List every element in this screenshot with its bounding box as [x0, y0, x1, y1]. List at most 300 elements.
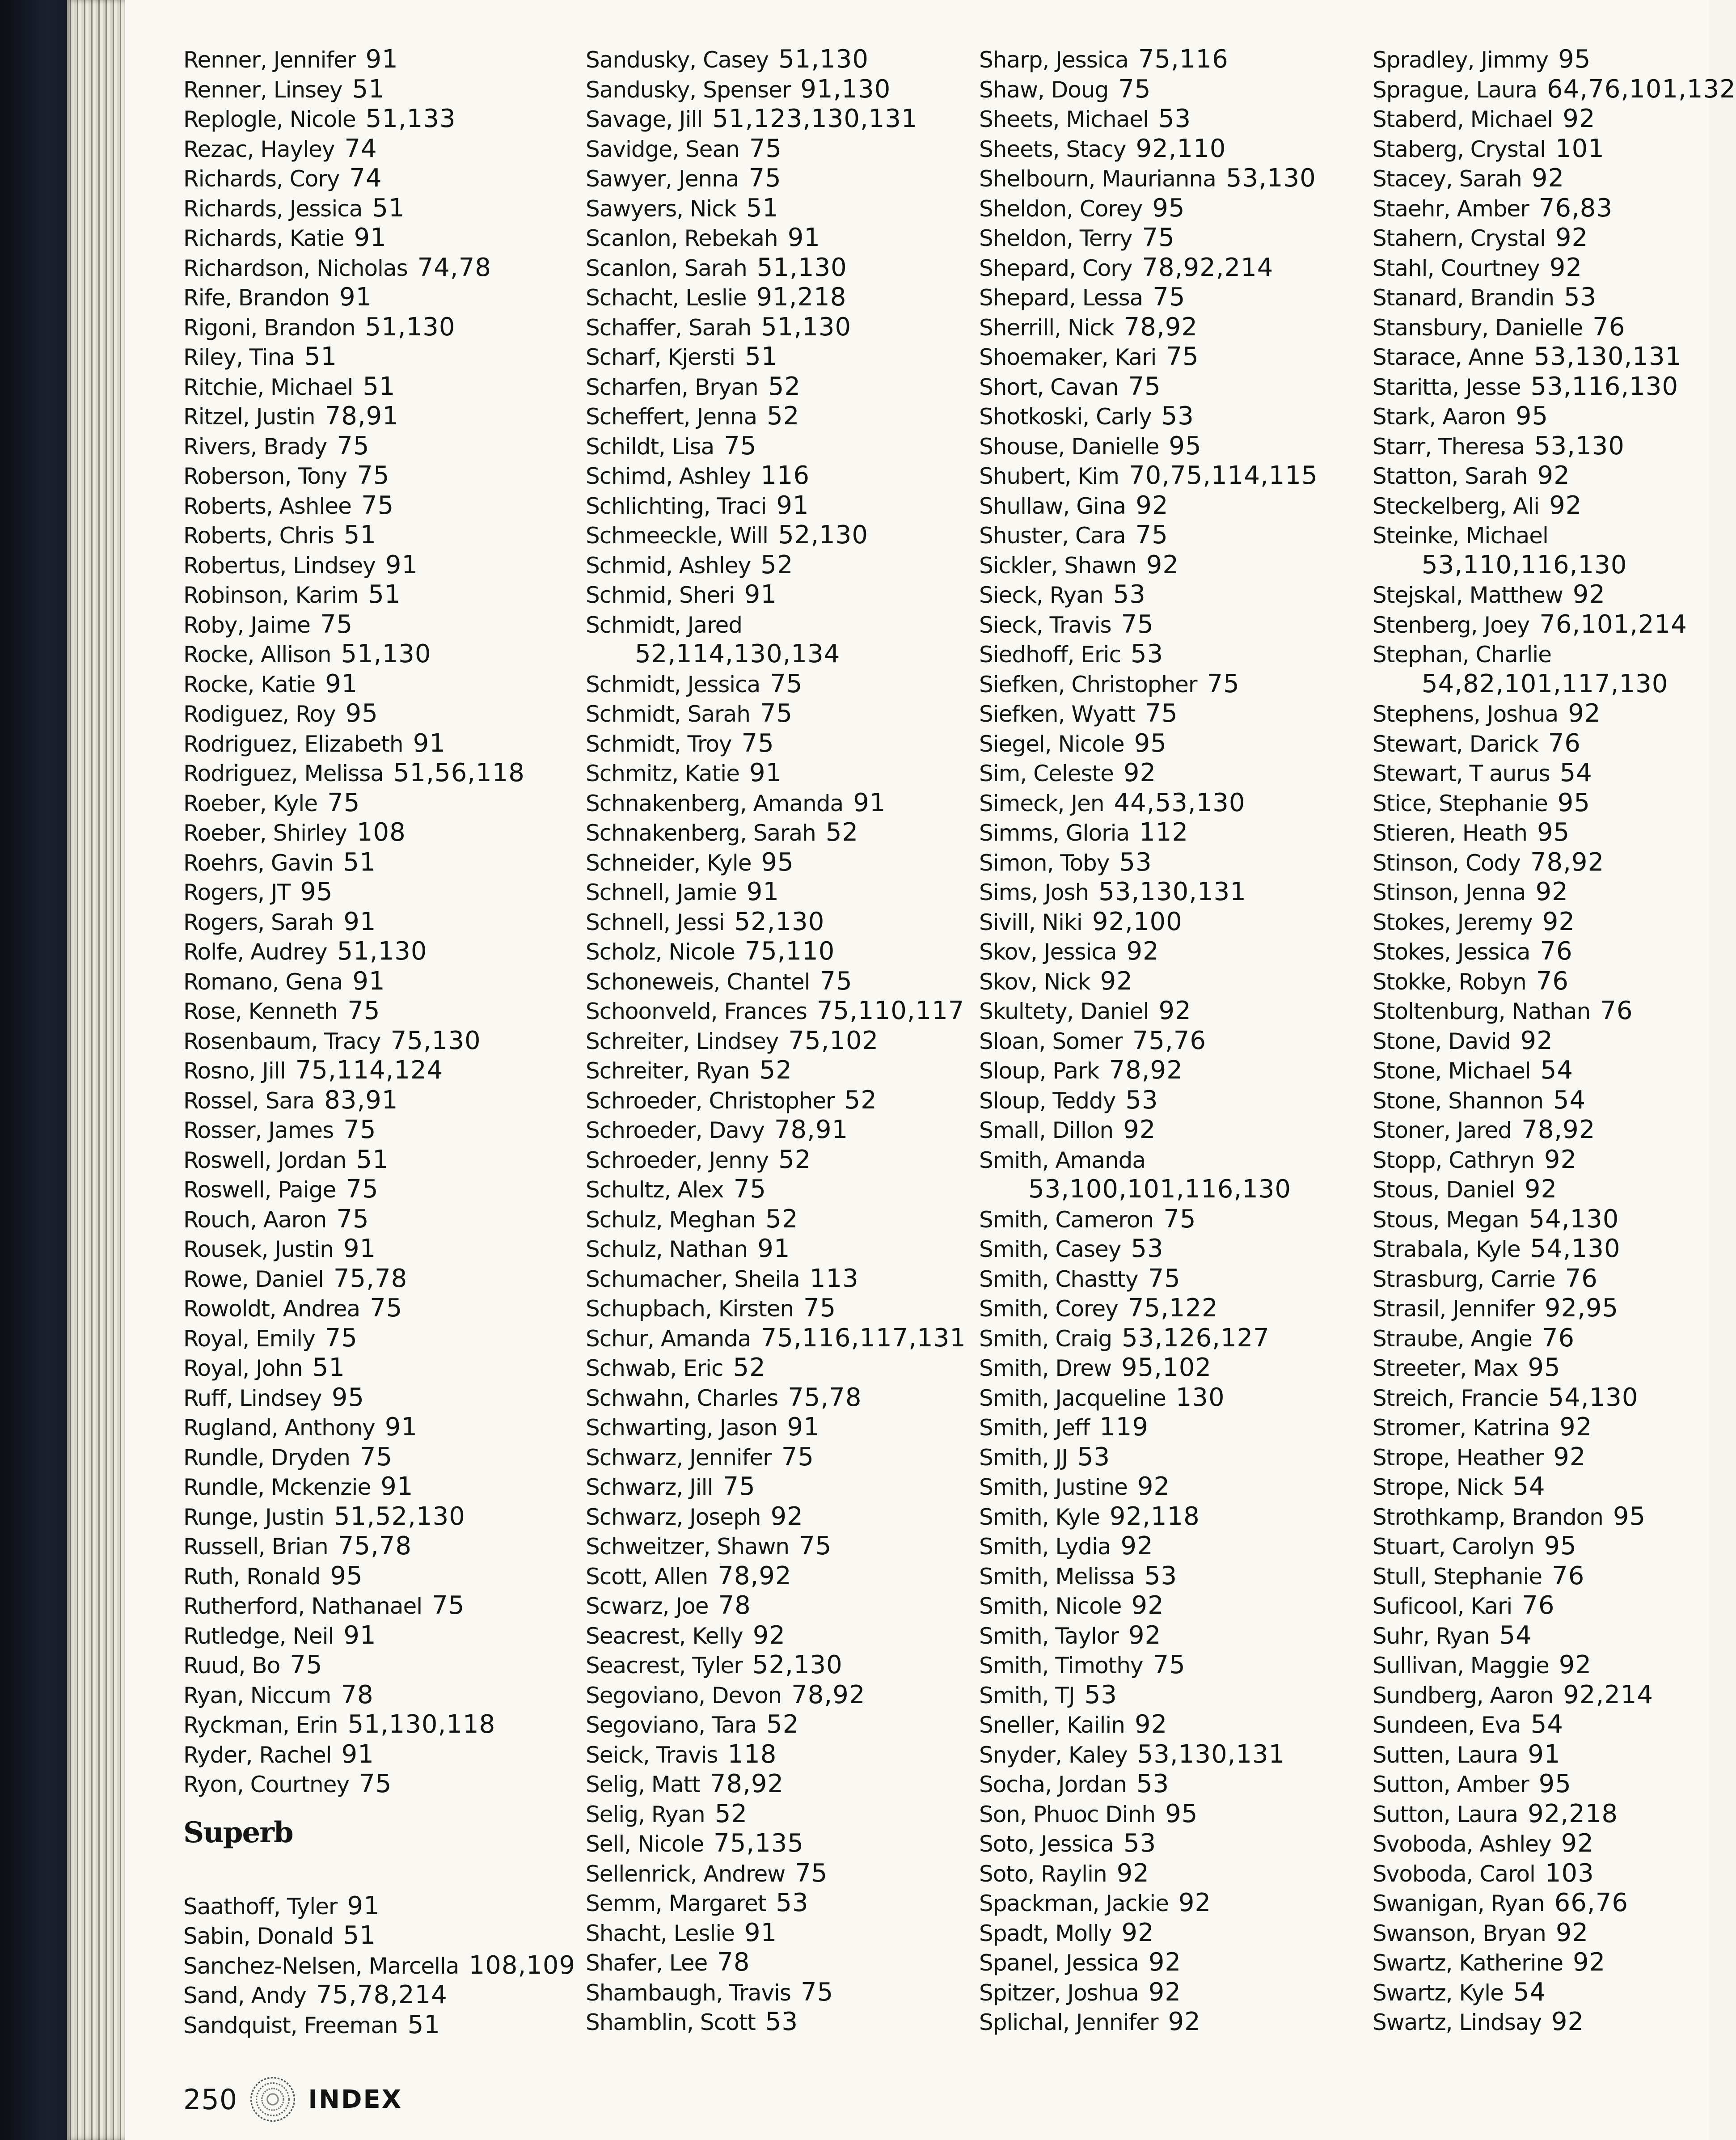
index-entry — [183, 75, 577, 105]
entry-name: Roberson, Tony — [183, 463, 347, 489]
index-entry — [1373, 1650, 1709, 1680]
entry-pages: 118 — [727, 1739, 777, 1769]
index-entry — [1373, 848, 1709, 878]
entry-name: Swartz, Katherine — [1373, 1950, 1563, 1976]
entry-pages: 92 — [1178, 1888, 1212, 1917]
entry-pages: 75 — [741, 728, 774, 758]
entry-name: Stoner, Jared — [1373, 1117, 1512, 1143]
entry-name: Sivill, Niki — [979, 909, 1082, 935]
index-entry — [183, 996, 577, 1026]
entry-pages: 75 — [1166, 342, 1199, 371]
entry-name: Stice, Stephanie — [1373, 790, 1548, 816]
index-entry — [979, 580, 1373, 610]
index-entry — [183, 758, 577, 788]
entry-name: Sims, Josh — [979, 880, 1089, 905]
index-entry — [1373, 1978, 1709, 2008]
entry-pages: 75 — [819, 966, 853, 996]
index-entry — [979, 1502, 1373, 1532]
entry-pages: 75 — [357, 461, 390, 490]
entry-pages: 75,130 — [390, 1026, 481, 1055]
index-entry — [183, 1175, 577, 1205]
index-entry — [183, 1205, 577, 1235]
index-entry — [183, 1980, 577, 2010]
entry-pages: 51,130 — [365, 312, 456, 342]
index-entry-continuation — [586, 639, 979, 669]
index-entry — [979, 1829, 1373, 1859]
entry-name: Straube, Angie — [1373, 1325, 1532, 1352]
index-entry — [1373, 1710, 1709, 1740]
entry-pages: 92 — [1531, 164, 1565, 193]
entry-pages: 76 — [1600, 996, 1633, 1025]
entry-pages: 95,102 — [1121, 1353, 1212, 1382]
entry-pages: 54,130 — [1529, 1204, 1619, 1234]
index-entry — [979, 431, 1373, 461]
index-entry — [586, 1531, 979, 1561]
index-entry — [183, 1502, 577, 1532]
entry-pages: 95 — [1134, 728, 1167, 758]
entry-pages: 51 — [312, 1353, 345, 1382]
entry-pages: 44,53,130 — [1114, 788, 1246, 817]
entry-pages: 92 — [1563, 104, 1596, 133]
index-entry — [183, 907, 577, 937]
entry-name: Scharfen, Bryan — [586, 374, 758, 400]
index-entry — [1373, 1205, 1709, 1235]
entry-pages: 53,130,131 — [1098, 877, 1246, 906]
entry-pages: 75 — [325, 1323, 358, 1353]
entry-pages: 92 — [1568, 699, 1601, 728]
entry-name: Royal, John — [183, 1355, 303, 1381]
entry-name: Shafer, Lee — [586, 1950, 708, 1976]
entry-name: Son, Phuoc Dinh — [979, 1801, 1156, 1827]
index-entry-continuation — [979, 1175, 1373, 1205]
entry-name: Strasil, Jennifer — [1373, 1296, 1535, 1322]
entry-pages: 52 — [759, 1056, 792, 1085]
entry-pages: 53 — [1144, 1561, 1178, 1590]
index-entry — [183, 2010, 577, 2040]
entry-name: Ryan, Niccum — [183, 1682, 331, 1709]
entry-name: Schulz, Meghan — [586, 1206, 756, 1233]
entry-pages: 75,78,214 — [316, 1980, 448, 2009]
entry-name: Rocke, Katie — [183, 671, 316, 698]
entry-pages: 95 — [1169, 431, 1202, 461]
entry-name: Shambaugh, Travis — [586, 1979, 791, 2006]
entry-name: Steinke, Michael — [1373, 523, 1548, 549]
entry-name: Rigoni, Brandon — [183, 314, 355, 341]
entry-pages: 91 — [343, 907, 376, 936]
index-entry — [979, 1442, 1373, 1472]
index-entry — [1373, 1115, 1709, 1145]
entry-name: Rosser, James — [183, 1117, 334, 1143]
entry-name: Schoonveld, Frances — [586, 998, 807, 1024]
entry-pages: 75 — [337, 431, 370, 461]
index-entry — [979, 1264, 1373, 1294]
entry-name: Splichal, Jennifer — [979, 2009, 1158, 2035]
entry-name: Streeter, Max — [1373, 1355, 1518, 1381]
entry-pages: 75 — [361, 491, 394, 520]
index-entry — [586, 491, 979, 521]
entry-pages: 54 — [1553, 1085, 1586, 1115]
entry-pages: 75,135 — [714, 1829, 804, 1858]
entry-pages: 75 — [1135, 520, 1168, 550]
entry-pages: 75 — [733, 1175, 766, 1204]
entry-pages: 52 — [778, 1145, 811, 1174]
entry-pages: 53,110,116,130 — [1422, 550, 1627, 579]
index-entry — [979, 1294, 1373, 1324]
entry-pages: 75 — [781, 1442, 815, 1472]
index-entry — [183, 253, 577, 283]
entry-name: Sutton, Laura — [1373, 1801, 1518, 1827]
entry-pages: 92 — [1524, 1175, 1558, 1204]
entry-name: Rugland, Anthony — [183, 1415, 375, 1441]
entry-name: Sand, Andy — [183, 1983, 306, 2009]
index-entry — [586, 104, 979, 134]
entry-pages: 91 — [746, 877, 779, 906]
entry-name: Smith, Amanda — [979, 1147, 1146, 1173]
entry-name: Rouch, Aaron — [183, 1206, 327, 1233]
entry-name: Skultety, Daniel — [979, 998, 1149, 1024]
entry-name: Sloan, Somer — [979, 1028, 1123, 1054]
index-entry — [1373, 253, 1709, 283]
entry-pages: 78,92 — [1124, 312, 1198, 342]
entry-name: Schmidt, Jessica — [586, 671, 760, 698]
entry-name: Ryon, Courtney — [183, 1772, 350, 1797]
index-entry — [979, 1859, 1373, 1889]
entry-pages: 119 — [1099, 1413, 1149, 1442]
entry-pages: 53 — [1113, 580, 1146, 609]
entry-pages: 92 — [1559, 1650, 1592, 1679]
index-entry — [1373, 1591, 1709, 1621]
index-entry — [586, 372, 979, 402]
entry-name: Sundberg, Aaron — [1373, 1682, 1554, 1709]
index-entry — [1373, 1859, 1709, 1889]
entry-name: Scanlon, Sarah — [586, 255, 747, 281]
index-entry — [183, 431, 577, 461]
index-entry — [1373, 1799, 1709, 1829]
entry-name: Rowe, Daniel — [183, 1266, 324, 1292]
entry-name: Swanson, Bryan — [1373, 1920, 1546, 1946]
entry-pages: 92 — [1121, 1918, 1154, 1947]
entry-pages: 76 — [1592, 312, 1626, 342]
entry-name: Sandusky, Casey — [586, 47, 769, 73]
index-entry — [586, 1472, 979, 1502]
entry-pages: 92 — [1551, 2007, 1584, 2036]
entry-pages: 66,76 — [1554, 1888, 1628, 1917]
heading-spacer — [183, 1862, 577, 1891]
entry-pages: 95 — [330, 1561, 363, 1590]
entry-name: Scholz, Nicole — [586, 939, 735, 965]
index-entry — [979, 1086, 1373, 1116]
entry-pages: 92 — [1561, 1829, 1594, 1858]
entry-pages: 75 — [370, 1294, 403, 1323]
entry-name: Royal, Emily — [183, 1325, 315, 1352]
index-entry — [586, 1859, 979, 1889]
entry-name: Roberts, Chris — [183, 523, 334, 549]
entry-pages: 53 — [1161, 402, 1194, 431]
index-entry — [979, 1324, 1373, 1353]
entry-pages: 51,130 — [778, 45, 869, 74]
index-entry — [979, 1234, 1373, 1264]
index-entry — [183, 283, 577, 313]
index-entry — [586, 283, 979, 313]
entry-name: Starace, Anne — [1373, 344, 1524, 370]
entry-pages: 51 — [304, 342, 338, 371]
entry-pages: 92 — [1549, 253, 1583, 282]
entry-name: Rivers, Brady — [183, 433, 327, 460]
entry-name: Sawyers, Nick — [586, 195, 736, 222]
entry-name: Schulz, Nathan — [586, 1236, 748, 1262]
entry-name: Roby, Jaime — [183, 612, 310, 638]
index-entry — [1373, 1502, 1709, 1532]
entry-name: Staberg, Crystal — [1373, 136, 1546, 162]
index-entry — [1373, 1829, 1709, 1859]
index-entry — [1373, 1413, 1709, 1442]
entry-name: Stopp, Cathryn — [1373, 1147, 1534, 1173]
entry-name: Segoviano, Devon — [586, 1682, 782, 1709]
index-entry — [979, 313, 1373, 343]
index-entry — [586, 907, 979, 937]
entry-pages: 54,82,101,117,130 — [1422, 669, 1668, 698]
entry-pages: 51 — [746, 193, 779, 223]
entry-name: Sellenrick, Andrew — [586, 1861, 786, 1887]
entry-name: Simms, Gloria — [979, 820, 1130, 846]
entry-pages: 78 — [341, 1680, 374, 1709]
index-entry — [586, 1264, 979, 1294]
index-entry — [1373, 1264, 1709, 1294]
index-entry — [1373, 1442, 1709, 1472]
index-entry — [183, 461, 577, 491]
index-entry — [979, 75, 1373, 105]
entry-name: Ruff, Lindsey — [183, 1385, 322, 1411]
entry-pages: 76 — [1540, 937, 1573, 966]
entry-name: Schoneweis, Chantel — [586, 968, 810, 995]
entry-pages: 92 — [1158, 996, 1191, 1025]
entry-pages: 78,92 — [1109, 1056, 1183, 1085]
entry-name: Stinson, Jenna — [1373, 880, 1526, 905]
entry-pages: 75 — [760, 699, 793, 728]
index-entry — [1373, 1740, 1709, 1770]
index-entry — [586, 967, 979, 997]
entry-pages: 75 — [343, 1115, 376, 1144]
entry-pages: 53 — [765, 2007, 798, 2036]
entry-name: Schlichting, Traci — [586, 493, 767, 519]
index-entry — [1373, 1888, 1709, 1918]
index-entry — [979, 1740, 1373, 1770]
entry-pages: 51,130 — [756, 253, 847, 282]
entry-name: Smith, Craig — [979, 1325, 1112, 1352]
entry-pages: 108,109 — [469, 1950, 576, 1980]
entry-name: Smith, JJ — [979, 1444, 1068, 1471]
entry-pages: 95 — [1544, 1531, 1577, 1561]
entry-pages: 91 — [749, 758, 782, 787]
entry-name: Ruud, Bo — [183, 1653, 280, 1679]
index-entry — [1373, 313, 1709, 343]
entry-pages: 92 — [752, 1620, 786, 1650]
entry-name: Roeber, Kyle — [183, 790, 318, 816]
entry-name: Schnell, Jessi — [586, 909, 725, 935]
entry-name: Rodriguez, Melissa — [183, 761, 384, 787]
entry-name: Shuster, Cara — [979, 523, 1126, 549]
entry-pages: 75 — [800, 1977, 834, 2007]
entry-name: Swartz, Kyle — [1373, 1979, 1504, 2006]
entry-name: Rodiguez, Roy — [183, 701, 336, 727]
index-entry — [1373, 788, 1709, 818]
entry-name: Schur, Amanda — [586, 1325, 751, 1352]
index-entry — [183, 580, 577, 610]
entry-name: Sell, Nicole — [586, 1831, 704, 1857]
entry-name: Scwarz, Joe — [586, 1593, 709, 1619]
entry-name: Stejskal, Matthew — [1373, 582, 1563, 608]
index-entry — [1373, 520, 1709, 550]
entry-pages: 91 — [352, 966, 385, 996]
index-entry — [979, 45, 1373, 75]
index-entry — [979, 402, 1373, 431]
index-entry — [183, 1650, 577, 1680]
index-entry — [1373, 223, 1709, 253]
index-entry — [979, 283, 1373, 313]
entry-pages: 103 — [1545, 1858, 1594, 1888]
index-entry — [183, 1026, 577, 1056]
entry-pages: 92 — [1555, 1918, 1589, 1947]
index-entry — [183, 134, 577, 164]
index-column-4 — [1373, 45, 1736, 2037]
index-entry — [979, 937, 1373, 967]
entry-name: Schmid, Sheri — [586, 582, 735, 608]
index-entry — [183, 1621, 577, 1651]
index-entry — [586, 2007, 979, 2037]
entry-pages: 51 — [356, 1145, 389, 1174]
index-entry — [1373, 1531, 1709, 1561]
entry-pages: 54,130 — [1548, 1383, 1639, 1412]
entry-pages: 76 — [1548, 728, 1581, 758]
entry-pages: 53,126,127 — [1122, 1323, 1270, 1353]
entry-pages: 78 — [718, 1591, 751, 1620]
entry-pages: 92 — [1123, 1115, 1156, 1144]
entry-name: Rogers, JT — [183, 880, 291, 905]
index-entry — [979, 491, 1373, 521]
index-entry — [1373, 45, 1709, 75]
index-entry — [586, 937, 979, 967]
entry-name: Rutherford, Nathanael — [183, 1593, 422, 1619]
entry-pages: 92 — [1120, 1531, 1153, 1561]
index-entry — [979, 1056, 1373, 1086]
index-entry — [979, 194, 1373, 224]
entry-pages: 116 — [760, 461, 810, 490]
index-column-3 — [979, 45, 1373, 2037]
entry-pages: 76 — [1522, 1591, 1555, 1620]
entry-name: Sundeen, Eva — [1373, 1712, 1521, 1738]
index-entry — [183, 1264, 577, 1294]
index-entry — [979, 1621, 1373, 1651]
entry-name: Schwahn, Charles — [586, 1385, 778, 1411]
entry-name: Russell, Brian — [183, 1534, 328, 1560]
entry-name: Smith, Chastty — [979, 1266, 1138, 1292]
entry-pages: 91 — [343, 1234, 376, 1263]
entry-name: Small, Dillon — [979, 1117, 1114, 1143]
entry-pages: 76,101,214 — [1539, 609, 1687, 639]
index-entry — [183, 639, 577, 669]
entry-pages: 92,218 — [1528, 1799, 1618, 1828]
entry-name: Sheets, Michael — [979, 106, 1149, 132]
entry-name: Segoviano, Tara — [586, 1712, 757, 1738]
entry-name: Schwarz, Jill — [586, 1474, 713, 1500]
page-number: 250 — [183, 2083, 238, 2116]
entry-pages: 91 — [325, 669, 358, 698]
index-entry — [586, 699, 979, 729]
entry-pages: 91 — [354, 223, 387, 252]
entry-pages: 78,91 — [325, 402, 399, 431]
entry-pages: 52 — [768, 372, 801, 401]
index-entry — [183, 1472, 577, 1502]
index-entry — [586, 1829, 979, 1859]
index-entry — [979, 788, 1373, 818]
entry-pages: 92 — [1168, 2007, 1201, 2036]
entry-name: Selig, Matt — [586, 1772, 700, 1797]
entry-pages: 78 — [717, 1948, 750, 1977]
entry-pages: 51 — [372, 193, 405, 223]
index-entry — [979, 134, 1373, 164]
index-entry-continuation — [1373, 669, 1709, 699]
index-entry — [586, 1591, 979, 1621]
entry-name: Scheffert, Jenna — [586, 404, 757, 430]
entry-pages: 92 — [1128, 1620, 1162, 1650]
entry-name: Spackman, Jackie — [979, 1890, 1169, 1916]
index-entry — [979, 610, 1373, 640]
entry-pages: 52 — [733, 1353, 766, 1382]
entry-name: Spitzer, Joshua — [979, 1979, 1139, 2006]
entry-name: Ritchie, Michael — [183, 374, 353, 400]
index-entry — [979, 1145, 1373, 1175]
entry-pages: 51 — [745, 342, 778, 371]
entry-pages: 75,116 — [1138, 45, 1229, 74]
entry-name: Ritzel, Justin — [183, 404, 315, 430]
index-entry — [1373, 1324, 1709, 1353]
entry-pages: 70,75,114,115 — [1128, 461, 1318, 490]
index-entry — [1373, 104, 1709, 134]
entry-pages: 92,100 — [1092, 907, 1183, 936]
entry-pages: 75 — [346, 1175, 379, 1204]
entry-name: Stacey, Sarah — [1373, 166, 1522, 192]
entry-pages: 52 — [765, 1204, 798, 1234]
entry-name: Stansbury, Danielle — [1373, 314, 1583, 341]
index-entry — [1373, 729, 1709, 759]
entry-pages: 51 — [352, 74, 385, 104]
index-entry — [586, 1115, 979, 1145]
entry-pages: 92 — [1126, 937, 1159, 966]
entry-name: Richards, Jessica — [183, 195, 363, 222]
index-entry — [586, 1086, 979, 1116]
entry-pages: 91 — [787, 223, 820, 252]
entry-pages: 75 — [359, 1442, 393, 1472]
index-entry — [1373, 580, 1709, 610]
entry-pages: 92 — [1146, 550, 1179, 579]
entry-pages: 75 — [359, 1769, 392, 1798]
entry-name: Stinson, Cody — [1373, 850, 1521, 876]
entry-name: Smith, Kyle — [979, 1504, 1100, 1530]
entry-pages: 75,78 — [338, 1531, 412, 1561]
index-entry — [1373, 1234, 1709, 1264]
entry-pages: 75,110 — [744, 937, 835, 966]
index-entry — [586, 1175, 979, 1205]
entry-name: Sim, Celeste — [979, 761, 1114, 787]
index-entry — [183, 610, 577, 640]
entry-name: Rose, Kenneth — [183, 998, 338, 1024]
index-entry — [586, 223, 979, 253]
entry-pages: 51,56,118 — [393, 758, 525, 787]
entry-pages: 76 — [1536, 966, 1569, 996]
entry-name: Shoemaker, Kari — [979, 344, 1157, 370]
index-entry — [586, 1026, 979, 1056]
entry-pages: 52,114,130,134 — [635, 639, 841, 668]
